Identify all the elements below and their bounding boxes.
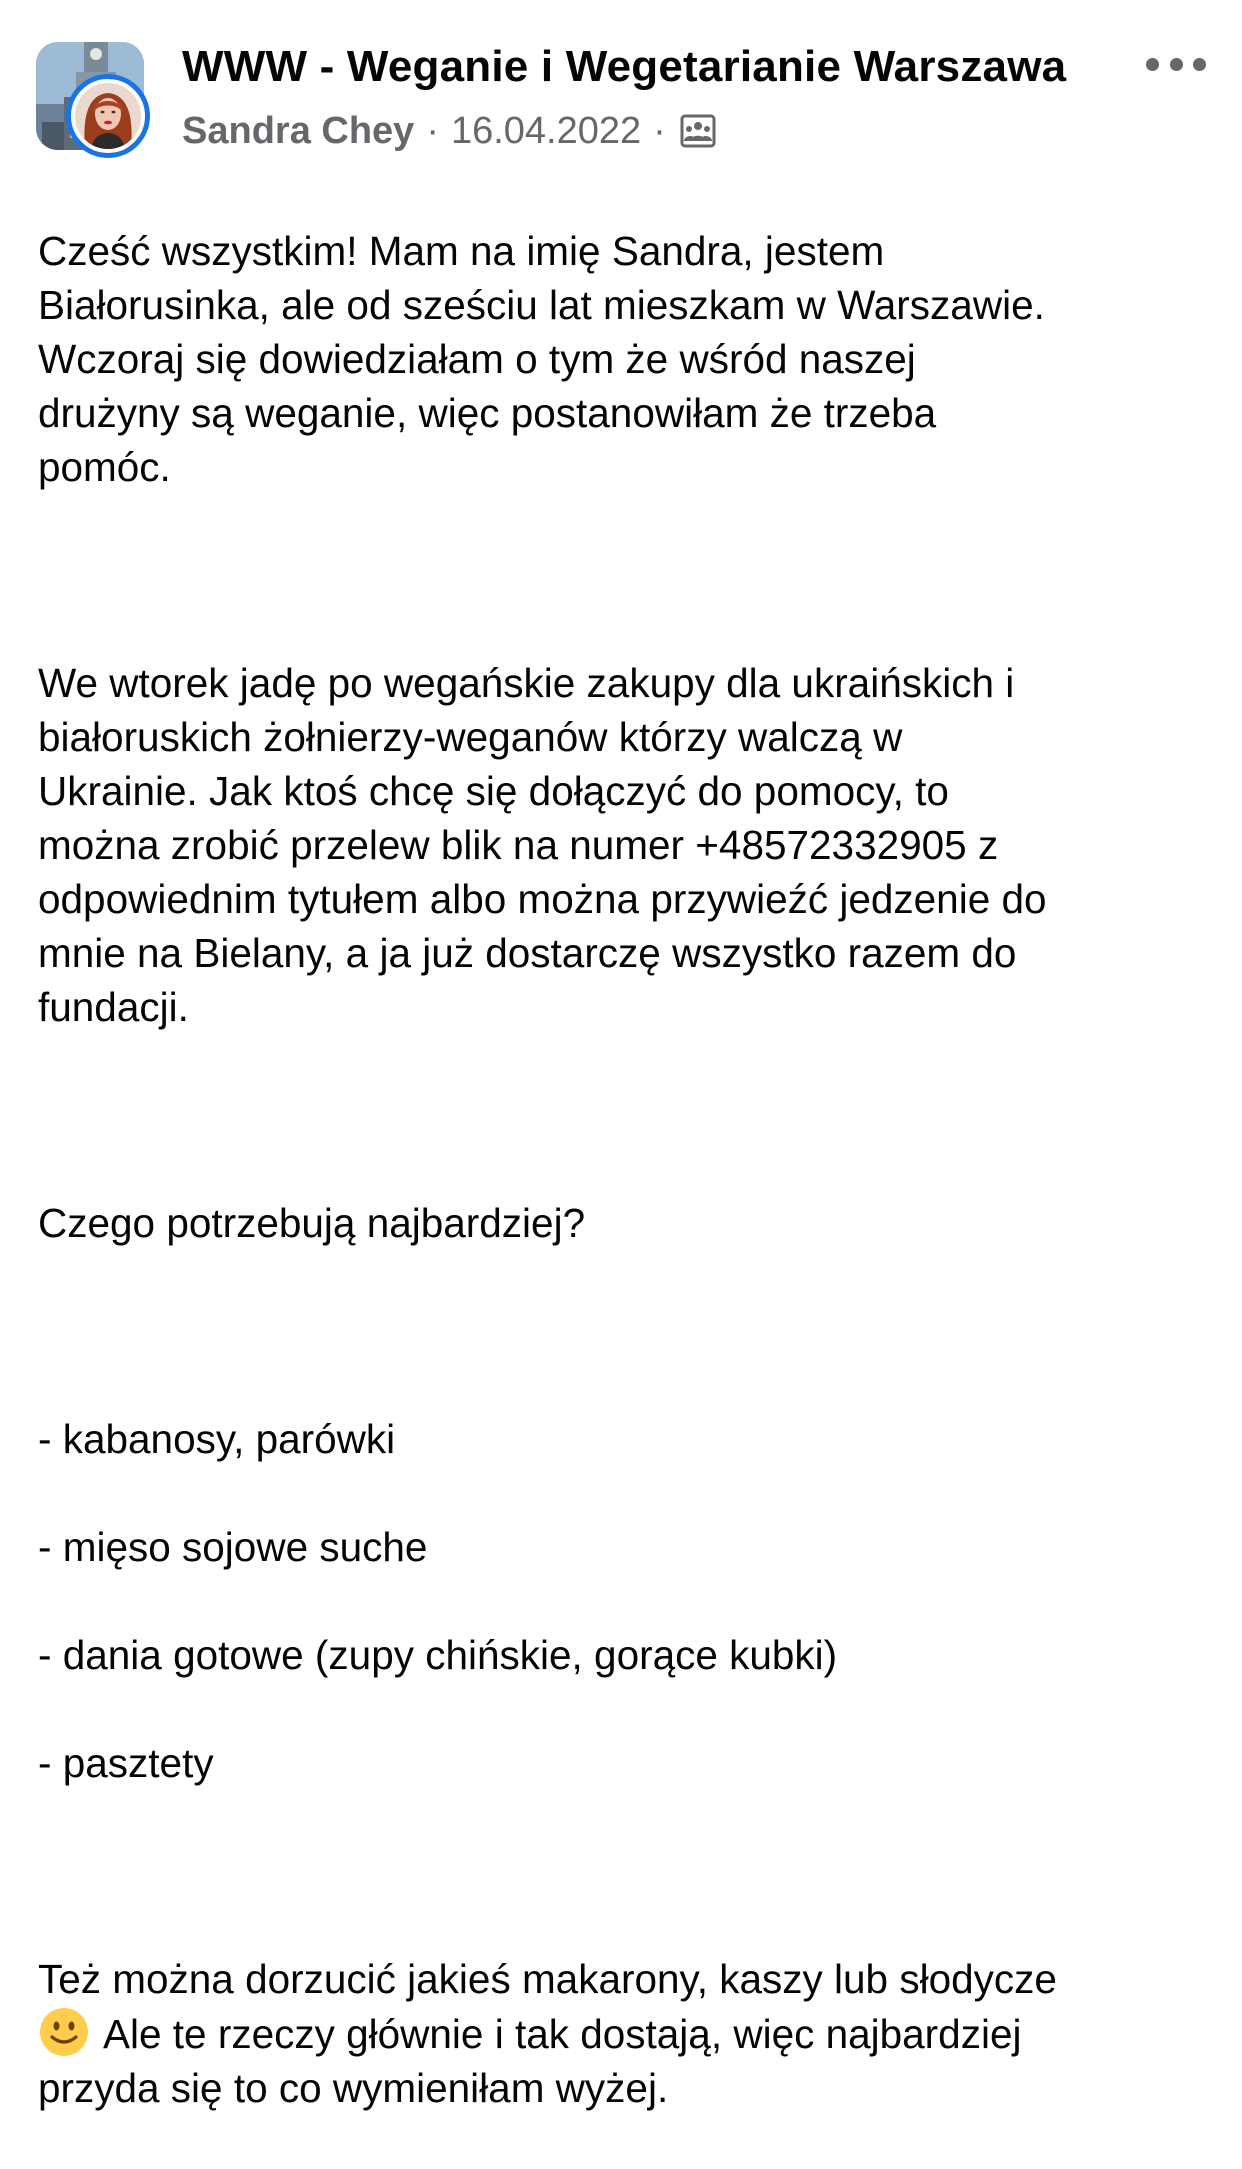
more-options-button[interactable]: [1146, 50, 1206, 78]
blank-line: [38, 1844, 1218, 1898]
group-members-icon: [680, 113, 716, 149]
post-question: Czego potrzebują najbardziej?: [38, 1200, 586, 1246]
list-item: - pasztety: [38, 1740, 214, 1786]
blank-line: [38, 1088, 1218, 1142]
closing-line: Też można dorzucić jakieś makarony, kaszy lub słodycze: [38, 1956, 1057, 2002]
closing-line: Ale te rzeczy głównie i tak dostają, więc najbardziej przyda się to co wymieniłam wyżej.: [38, 2011, 1022, 2111]
post-meta: [182, 108, 716, 154]
more-dots-icon: [1170, 58, 1183, 71]
list-item: - dania gotowe (zupy chińskie, gorące kubki): [38, 1632, 838, 1678]
post-paragraph: Cześć wszystkim! Mam na imię Sandra, jestem Białorusinka, ale od sześciu lat mieszkam w Warszawie. Wczoraj się dowiedziałam o tym że wśród naszej drużyny są weganie, więc postanowiłam że trzeba pomóc.: [38, 228, 1045, 490]
list-item: - kabanosy, parówki: [38, 1416, 396, 1462]
post-date[interactable]: 16.04.2022: [450, 109, 642, 152]
user-avatar[interactable]: [66, 74, 150, 158]
meta-separator: ·: [653, 109, 666, 152]
list-item: - mięso sojowe suche: [38, 1524, 428, 1570]
more-dots-icon: [1146, 58, 1159, 71]
user-portrait-icon: [75, 83, 141, 149]
author-name[interactable]: Sandra Chey: [182, 109, 415, 152]
blank-line: [38, 1304, 1218, 1358]
post-paragraph: We wtorek jadę po wegańskie zakupy dla ukraińskich i białoruskich żołnierzy-weganów którzy walczą w Ukrainie. Jak ktoś chcę się dołączyć do pomocy, to można zrobić przelew blik na numer +48572332905 z odpowiednim tytułem albo można przywieźć jedzenie do mnie na Bielany, a ja już dostarczę wszystko razem do fundacji.: [38, 660, 1047, 1030]
more-dots-icon: [1193, 58, 1206, 71]
blank-line: [38, 548, 1218, 602]
group-name[interactable]: WWW - Weganie i Wegetarianie Warszawa: [182, 42, 1067, 91]
post-header: [0, 0, 1242, 175]
post-closing: [38, 1952, 1218, 2115]
meta-separator: ·: [426, 109, 439, 152]
slightly-smiling-face-icon: [38, 2006, 90, 2058]
post-body: [38, 170, 1218, 2169]
